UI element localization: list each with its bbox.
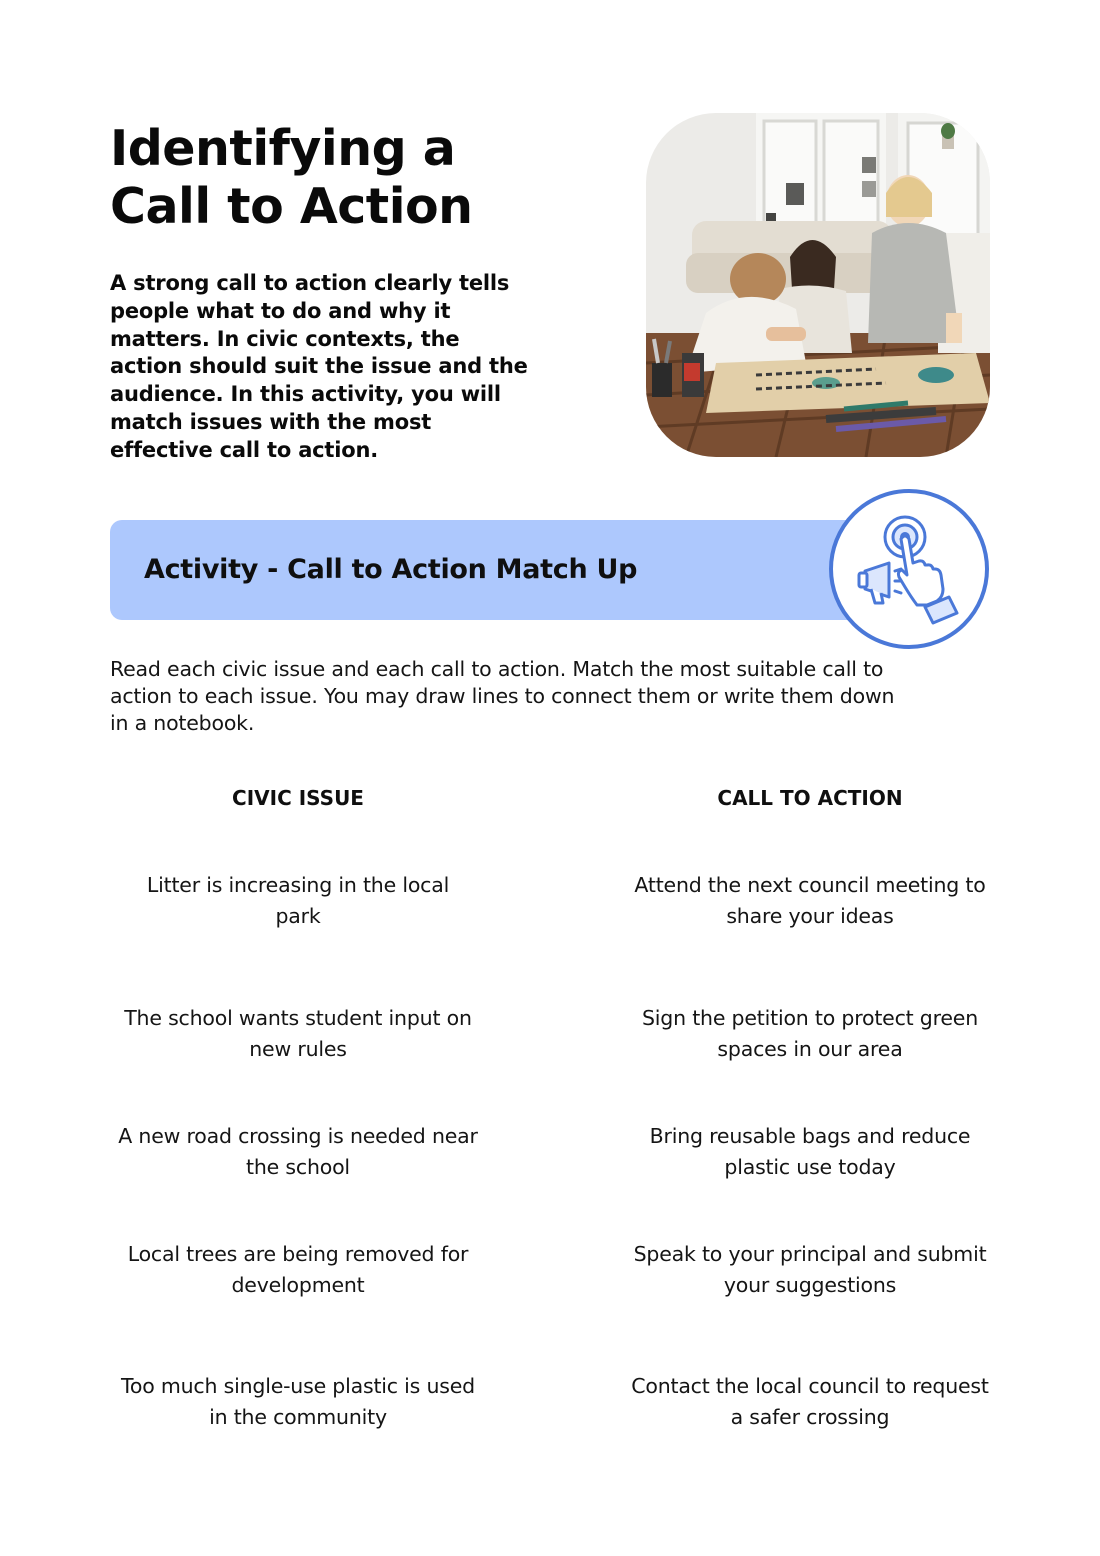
title-line-2: Call to Action bbox=[110, 178, 473, 235]
action-item: Speak to your principal and submit your suggestions bbox=[633, 1242, 987, 1297]
intro-paragraph: A strong call to action clearly tells people what to do and why it matters. In civic contexts, the action should suit the issue and the audience. In this activity, you will match issues with the most effective call to action. bbox=[110, 271, 528, 462]
activity-instructions: Read each civic issue and each call to action. Match the most suitable call to action to each issue. You may draw lines to connect them or write them down in a notebook. bbox=[110, 657, 895, 735]
issue-item: Local trees are being removed for development bbox=[127, 1242, 469, 1297]
hand-tap-megaphone-icon bbox=[829, 489, 989, 649]
issue-item: Too much single-use plastic is used in the community bbox=[121, 1374, 475, 1429]
activity-banner bbox=[110, 520, 870, 620]
issue-item: A new road crossing is needed near the school bbox=[118, 1124, 478, 1179]
action-item: Contact the local council to request a safer crossing bbox=[631, 1374, 989, 1429]
title-line-1: Identifying a bbox=[110, 120, 456, 177]
issue-item: The school wants student input on new rules bbox=[124, 1006, 472, 1061]
students-making-poster-photo bbox=[646, 113, 990, 457]
action-item: Sign the petition to protect green spaces in our area bbox=[641, 1006, 979, 1061]
action-item: Bring reusable bags and reduce plastic use today bbox=[649, 1124, 971, 1179]
page-title bbox=[110, 120, 590, 236]
civic-issue-header: CIVIC ISSUE bbox=[232, 786, 364, 810]
action-item: Attend the next council meeting to share your ideas bbox=[634, 873, 986, 928]
call-to-action-header: CALL TO ACTION bbox=[717, 786, 903, 810]
activity-title: Activity - Call to Action Match Up bbox=[144, 554, 638, 585]
issue-item: Litter is increasing in the local park bbox=[146, 873, 450, 928]
